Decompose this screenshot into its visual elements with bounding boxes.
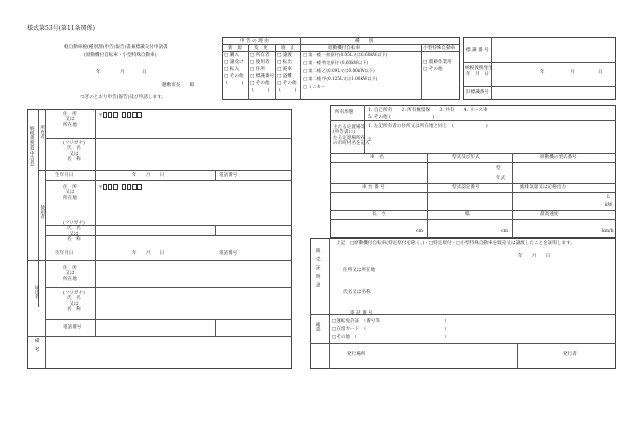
displacement-unit-l: L [607, 195, 611, 200]
location-option[interactable]: 1. 左記所有者の住所又は所在地と同じ ( ) [368, 124, 488, 129]
model-type: 型 [496, 166, 501, 171]
owner-name-label: (フリガナ) 氏 名 又は 名 称 [63, 141, 85, 162]
new-item[interactable]: □ 購入 [224, 53, 239, 58]
reason-heading: 申 告 の 理 由 [240, 38, 269, 44]
new-item[interactable]: □ その他 [224, 74, 244, 79]
special-item[interactable]: □ 農耕作業用 [423, 60, 452, 65]
new-item-other[interactable]: ( ) [226, 81, 244, 86]
col-new: 新 規 [228, 45, 242, 51]
certificate-body: 上記 □原動機付自転車(特定原付を除く。)・□特定原付・□小型特殊自動車を販売又は譲渡したことを証明します。 [336, 241, 575, 246]
moped-item[interactable]: □ 第二種 甲(0.125L又は1.00kW以下) [303, 76, 378, 81]
user-birth-label: 生年月日 [55, 251, 74, 256]
reporter-group-label: 届出者 [34, 285, 40, 299]
location-option-2[interactable]: 2. [368, 138, 373, 143]
displacement-unit-kw: kW [605, 203, 613, 208]
taxpayer-section-label: 納税義務者(申告者) [29, 126, 35, 167]
owner-birth-date[interactable]: 年 月 日 [132, 173, 165, 178]
change-item[interactable]: □ 標識番号 [250, 74, 275, 79]
user-name-label: (フリガナ) 氏 名 又は 名 称 [63, 221, 85, 242]
moped-item[interactable]: □ 第一種 一般原付(0.05L又は0.60kW以下) [303, 52, 388, 57]
maker-label: 車 名 [370, 155, 384, 160]
chassis-label: 車 台 番 号 [362, 185, 385, 190]
confirm-label: 確認 [315, 322, 321, 332]
reporter-tel-label: 電話番号 [63, 325, 82, 330]
date-month: 月 [120, 70, 125, 75]
confirm-item[interactable]: □在留カード （ ） [332, 327, 449, 332]
reporter-name-label: (フリガナ) 氏 名 又は 名 称 [63, 291, 85, 312]
width-unit: cm [501, 229, 508, 234]
user-group-label: 使用者 [39, 205, 45, 219]
form-title: 軽自動車税(種別割)申告(報告)書兼標識交付申請書 [64, 45, 168, 50]
declaration: つぎのとおり申告(報告)及び申請します。 [80, 95, 166, 100]
certificate-table [310, 238, 616, 369]
change-item[interactable]: □ 所有者 [250, 53, 270, 58]
col-abolish: 廃 止 [281, 45, 295, 51]
issue-date-label: 納税義務発生 [465, 66, 493, 71]
model-year-label: 型式及び年式 [452, 155, 480, 160]
form-subtitle: (原動機付自転車・小型特殊自動車) [84, 53, 157, 58]
category-heading: 種 別 [355, 38, 374, 44]
postal-mark: 〒 [98, 113, 103, 119]
user-tel-label: 電話番号 [219, 251, 238, 256]
displacement-label: 総排気量又は定格出力 [520, 185, 566, 190]
postal-mark: 〒 [98, 185, 103, 191]
abolish-item[interactable]: □ 盗難 [277, 74, 292, 79]
issue-office-label: 発行場所 [347, 352, 366, 357]
certificate-tel: 電 話 番 号 [350, 311, 373, 316]
form-number: 様式第53号(第11条関係) [27, 25, 95, 32]
issue-month: 月 [570, 70, 575, 75]
owner-postal-code[interactable] [98, 112, 143, 119]
ownership-options[interactable]: 1. 自己所有 2. 所有権留保 3. 共有 4. リース車 [368, 108, 488, 113]
date-day: 日 [142, 70, 147, 75]
issue-date-ymd: 年 月 日 [466, 72, 489, 77]
col-change: 変 更 [254, 45, 268, 51]
user-birth-date[interactable]: 年 月 日 [132, 251, 165, 256]
sign-number-label: 標 識 番 号 [466, 48, 489, 53]
approval-label: 型式認定番号 [452, 185, 480, 190]
model-year: 年式 [496, 176, 506, 181]
ownership-other[interactable]: 5. その他 ( ) [368, 115, 435, 120]
certificate-label: 販売証明書 [315, 248, 321, 291]
abolish-item-other[interactable]: ( ) [279, 88, 297, 93]
user-postal-code[interactable] [98, 184, 143, 191]
location-label: 主たる定置場等 (申告書に) たる定置場所在 の市町村名を記入 [333, 125, 370, 146]
addressee: 穂敷市長 殿 [162, 83, 195, 88]
issue-year: 年 [540, 70, 545, 75]
abolish-item[interactable]: □ その他 [277, 81, 297, 86]
owner-group-label: 所有者 [39, 125, 45, 139]
abolish-item[interactable]: □ 廃車 [277, 67, 292, 72]
new-item[interactable]: □ 転入 [224, 67, 239, 72]
length-label: 長 さ [372, 212, 386, 217]
owner-tel-label: 電話番号 [219, 173, 238, 178]
reporter-address-label: 住 所 又は 所在地 [63, 266, 77, 282]
change-item[interactable]: □ 使用者 [250, 60, 270, 65]
change-item-other[interactable]: ( ) [252, 88, 270, 93]
issuer-label: 発行者 [563, 352, 577, 357]
engine-model-label: 原動機の型式番号 [540, 155, 577, 160]
user-address-label: 住 所 又は 所在地 [63, 185, 77, 201]
date-year: 年 [96, 70, 101, 75]
certificate-date[interactable]: 年 月 日 [518, 254, 551, 259]
owner-address-label: 住 所 又は 所在地 [63, 112, 77, 128]
confirm-item[interactable]: □その他 （ ） [332, 335, 449, 340]
abolish-item[interactable]: □ 譲渡 [277, 53, 292, 58]
width-label: 幅 [465, 212, 470, 217]
moped-item[interactable]: □ 第二種 乙(0.09L又は0.80kW以下) [303, 68, 375, 73]
moped-heading: 原動機付自転車 [328, 45, 361, 51]
remarks-label: 備 考 [34, 338, 40, 352]
special-heading: 小型特殊自動車 [423, 45, 456, 51]
speed-unit: km/h [602, 229, 614, 234]
length-unit: cm [416, 229, 423, 234]
confirm-item[interactable]: □運転免許証 （番号等 ） [332, 319, 449, 324]
old-sign-number-label: 旧標識番号 [466, 90, 489, 95]
moped-item[interactable]: □ ミニカー [303, 84, 326, 89]
change-item[interactable]: □ その他 [250, 81, 270, 86]
ownership-label: 所有形態 [335, 110, 354, 115]
max-speed-label: 最高速度 [540, 212, 559, 217]
abolish-item[interactable]: □ 転出 [277, 60, 292, 65]
owner-birth-label: 生年月日 [55, 173, 74, 178]
new-item[interactable]: □ 譲受け [224, 60, 244, 65]
change-item[interactable]: □ 住所 [250, 67, 265, 72]
certificate-address: 住所又は所在地 [343, 268, 376, 273]
moped-item[interactable]: □ 第一種 特定原付 (0.60kW以下) [303, 60, 369, 65]
issue-day: 日 [598, 70, 603, 75]
certificate-name: 氏名又は名称 [343, 290, 371, 295]
special-item[interactable]: □ その他 [423, 67, 443, 72]
